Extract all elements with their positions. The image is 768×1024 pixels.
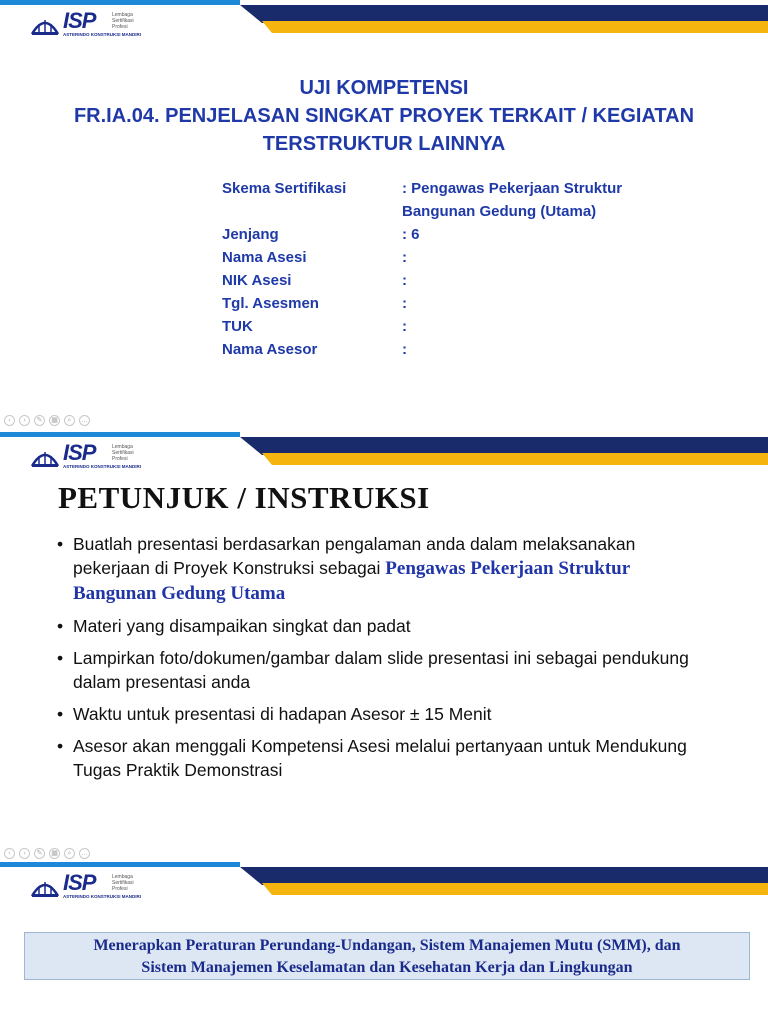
logo-side-text: Lembaga Sertifikasi Profesi	[112, 874, 134, 892]
more-icon[interactable]: …	[81, 850, 88, 857]
info-value: :	[402, 295, 407, 312]
header-stripe-navy	[240, 5, 768, 23]
info-value: :	[402, 272, 407, 289]
header-stripe-blue	[0, 0, 240, 5]
info-label: Jenjang	[222, 226, 279, 243]
slides-icon[interactable]: ▦	[49, 415, 60, 426]
header-stripe-yellow	[262, 453, 768, 465]
info-value: :	[402, 318, 407, 335]
info-value: Bangunan Gedung (Utama)	[402, 203, 597, 220]
isp-logo	[30, 10, 150, 42]
next-icon[interactable]: ›	[19, 848, 30, 859]
slide-topic	[0, 862, 768, 1024]
topic-line: Menerapkan Peraturan Perundang-Undangan, Sistem Manajemen Mutu (SMM), dan	[93, 937, 681, 954]
header-stripe-navy	[240, 867, 768, 885]
title-line: FR.IA.04. PENJELASAN SINGKAT PROYEK TERKAIT / KEGIATAN	[73, 105, 695, 127]
info-value: : Pengawas Pekerjaan Struktur	[402, 180, 623, 197]
title-line: UJI KOMPETENSI	[299, 77, 469, 99]
info-value: :	[402, 249, 407, 266]
header-stripe-navy	[240, 437, 768, 455]
isp-logo	[30, 872, 150, 904]
info-label: Tgl. Asesmen	[222, 295, 319, 312]
slide-instructions	[0, 432, 768, 842]
info-value: :	[402, 341, 407, 358]
slide-toolbar	[4, 848, 90, 859]
role-highlight: Pengawas Pekerjaan Struktur Bangunan Gedung Utama	[73, 558, 630, 604]
info-label: NIK Asesi	[222, 272, 292, 289]
info-label: Skema Sertifikasi	[222, 180, 347, 197]
instructions-list	[55, 532, 705, 790]
logo-subtitle: ASTERINDO KONSTRUKSI MANDIRI	[63, 32, 142, 37]
zoom-icon[interactable]: ⌕	[64, 848, 75, 859]
prev-icon[interactable]: ‹	[4, 848, 15, 859]
next-icon[interactable]: ›	[19, 415, 30, 426]
info-value: : 6	[402, 226, 420, 243]
instructions-title: PETUNJUK / INSTRUKSI	[58, 480, 430, 515]
zoom-icon[interactable]: ⌕	[64, 415, 75, 426]
logo-subtitle: ASTERINDO KONSTRUKSI MANDIRI	[63, 464, 142, 469]
topic-line: Sistem Manajemen Keselamatan dan Kesehatan Kerja dan Lingkungan	[141, 959, 633, 976]
info-label: Nama Asesor	[222, 341, 318, 358]
pen-icon[interactable]: ✎	[34, 415, 45, 426]
logo-brand: ISP	[63, 440, 96, 465]
page-title	[0, 74, 768, 158]
list-item: • Asesor akan menggali Kompetensi Asesi melalui pertanyaan untuk Mendukung Tugas Praktik Demonstrasi	[55, 734, 705, 782]
list-item: • Waktu untuk presentasi di hadapan Asesor ± 15 Menit	[55, 702, 705, 726]
info-label: Nama Asesi	[222, 249, 307, 266]
list-item: • Buatlah presentasi berdasarkan pengalaman anda dalam melaksanakan pekerjaan di Proyek Konstruksi sebagai Pengawas Pekerjaan Struktur Bangunan Gedung Utama	[55, 532, 705, 606]
info-label: TUK	[222, 318, 253, 335]
slide-toolbar	[4, 415, 90, 426]
list-item: • Lampirkan foto/dokumen/gambar dalam slide presentasi ini sebagai pendukung dalam presentasi anda	[55, 646, 705, 694]
header-stripe-blue	[0, 432, 240, 437]
pen-icon[interactable]: ✎	[34, 848, 45, 859]
slides-icon[interactable]: ▦	[49, 848, 60, 859]
logo-side-text: Lembaga Sertifikasi Profesi	[112, 12, 134, 30]
list-item: • Materi yang disampaikan singkat dan padat	[55, 614, 705, 638]
logo-side-text: Lembaga Sertifikasi Profesi	[112, 444, 134, 462]
header-stripe-yellow	[262, 883, 768, 895]
topic-box	[24, 932, 750, 980]
bridge-logo-icon	[30, 442, 60, 472]
header-stripe-yellow	[262, 21, 768, 33]
header-stripe-blue	[0, 862, 240, 867]
more-icon[interactable]: …	[81, 417, 88, 424]
logo-brand: ISP	[63, 870, 96, 895]
logo-brand: ISP	[63, 8, 96, 33]
slide-cover	[0, 0, 768, 410]
bridge-logo-icon	[30, 10, 60, 40]
logo-subtitle: ASTERINDO KONSTRUKSI MANDIRI	[63, 894, 142, 899]
bridge-logo-icon	[30, 872, 60, 902]
prev-icon[interactable]: ‹	[4, 415, 15, 426]
title-line: TERSTRUKTUR LAINNYA	[262, 133, 506, 155]
isp-logo	[30, 442, 150, 474]
